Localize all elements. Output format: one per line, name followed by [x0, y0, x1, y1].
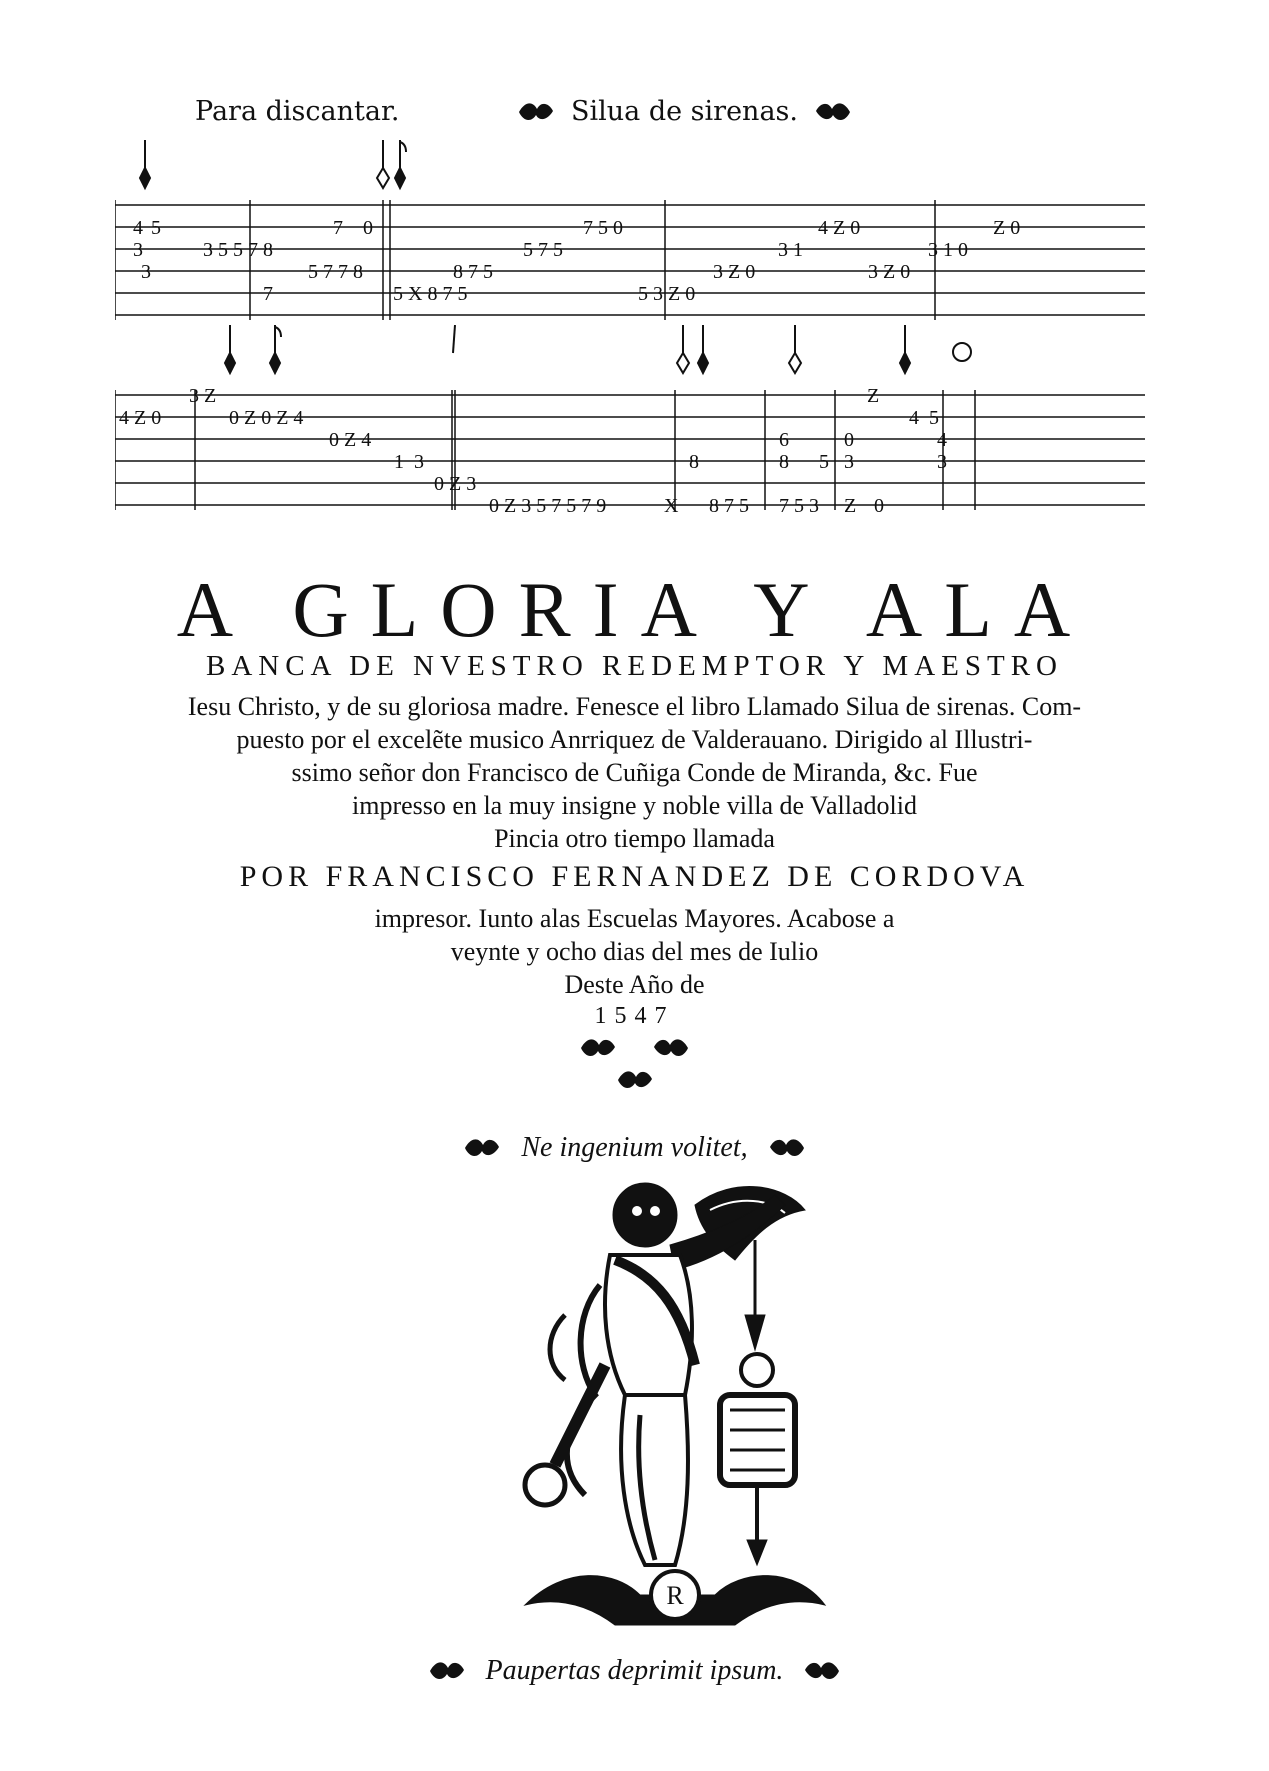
tab-cipher: 3 Z 0: [868, 261, 911, 283]
tab-cipher: 5 X 8 7 5: [393, 283, 468, 305]
tab-cipher: 3 5 5 7: [203, 239, 258, 261]
tab-cipher: 4 Z 0: [119, 407, 162, 429]
tab-cipher: Z 0: [993, 217, 1021, 239]
tab-cipher: 3 Z 0: [713, 261, 756, 283]
tab-cipher: 1: [394, 451, 404, 473]
tab-cipher: 8: [263, 239, 273, 261]
colophon-line: ssimo señor don Francisco de Cuñiga Conde de Miranda, &c. Fue: [291, 758, 978, 787]
tab-cipher: Z: [867, 385, 880, 407]
tab-cipher: 3: [189, 385, 199, 407]
motto-bottom: [0, 1655, 1269, 1687]
colophon-subtitle: BANCA DE NVESTRO REDEMPTOR Y MAESTRO: [205, 650, 1064, 682]
fleuron-icon: [650, 1035, 692, 1061]
cherub-emblem-icon: [505, 1165, 840, 1640]
tab-cipher: 5 7 7 8: [308, 261, 363, 283]
tab-cipher: 5 3 Z 0: [638, 283, 696, 305]
colophon-line: veynte y ocho dias del mes de Iulio: [450, 937, 819, 966]
fleuron-icon: [801, 1658, 843, 1684]
motto-top-text: Ne ingenium volitet,: [521, 1132, 748, 1163]
tab-cipher: 0 Z 3 5 7 5 7 9: [489, 495, 607, 517]
header-title-group: [515, 96, 854, 127]
tab-cipher: 0: [844, 429, 854, 451]
tab-cipher: 7: [263, 283, 273, 305]
tab-cipher: 7 5 3: [779, 495, 819, 517]
woodcut-mark: R: [666, 1581, 684, 1610]
fleuron-icon: [577, 1035, 619, 1061]
fleuron-icon: [766, 1135, 808, 1161]
tab-cipher: 5: [819, 451, 829, 473]
tab-cipher: 3: [141, 261, 151, 283]
tab-cipher: 3: [844, 451, 854, 473]
fleuron-icon: [515, 99, 557, 125]
header-left-label: Para discantar.: [195, 96, 400, 127]
fleuron-cluster: [0, 1035, 1269, 1093]
tab-cipher: 8: [779, 451, 789, 473]
tab-cipher: X: [664, 495, 679, 517]
tab-cipher: 0 Z 3: [434, 473, 477, 495]
running-header: [0, 96, 1269, 136]
tab-cipher: 8 7 5: [709, 495, 749, 517]
tab-cipher: 3 1 0: [928, 239, 968, 261]
tab-cipher: 3: [937, 451, 947, 473]
motto-top: [0, 1132, 1269, 1164]
tab-cipher: 4: [133, 217, 143, 239]
colophon-line: impresor. Iunto alas Escuelas Mayores. Acabose a: [374, 904, 895, 933]
header-title: Silua de sirenas.: [571, 96, 798, 127]
tab-cipher: 5: [929, 407, 939, 429]
colophon-line: Iesu Christo, y de su gloriosa madre. Fenesce el libro Llamado Silua de sirenas. Com-: [187, 692, 1082, 721]
tab-cipher: Z: [844, 495, 857, 517]
tab-cipher: 0: [363, 217, 373, 239]
tab-cipher: 6: [779, 429, 789, 451]
tablature-system-2: [115, 325, 1145, 540]
fleuron-icon: [426, 1658, 468, 1684]
tab-cipher: 4: [937, 429, 947, 451]
colophon-line: Pincia otro tiempo llamada: [494, 824, 775, 853]
tab-cipher: 5 7 5: [523, 239, 563, 261]
tab-cipher: 4 Z 0: [818, 217, 861, 239]
fleuron-icon: [461, 1135, 503, 1161]
tab-cipher: 0 Z 4: [329, 429, 372, 451]
tab-cipher: 0 Z 0 Z 4: [229, 407, 304, 429]
tab-cipher: 8: [689, 451, 699, 473]
tab-cipher: 4: [909, 407, 919, 429]
tablature-staff-1: [115, 140, 1145, 350]
tab-cipher: 3: [414, 451, 424, 473]
printers-device-woodcut: [505, 1165, 840, 1640]
tab-cipher: 3: [133, 239, 143, 261]
tablature-staff-2: [115, 325, 1145, 540]
motto-bottom-text: Paupertas deprimit ipsum.: [485, 1655, 784, 1686]
tab-cipher: Z: [204, 385, 217, 407]
tab-cipher: 5: [151, 217, 161, 239]
fleuron-icon: [812, 99, 854, 125]
tablature-system-1: [115, 140, 1145, 350]
colophon-big-title: A GLORIA Y ALA: [176, 566, 1093, 653]
tab-cipher: 7: [333, 217, 343, 239]
tab-cipher: 0: [874, 495, 884, 517]
fleuron-icon: [614, 1067, 656, 1093]
colophon-printer: POR FRANCISCO FERNANDEZ DE CORDOVA: [239, 860, 1030, 893]
tab-cipher: 8 7 5: [453, 261, 493, 283]
tab-cipher: 7 5 0: [583, 217, 623, 239]
tab-cipher: 3 1: [778, 239, 803, 261]
colophon-line: impresso en la muy insigne y noble villa de Valladolid: [352, 791, 917, 820]
colophon-year: 1547: [594, 1003, 675, 1029]
colophon-line: puesto por el excelẽte musico Anrriquez de Valderauano. Dirigido al Illustri-: [236, 725, 1033, 754]
colophon-line: Deste Año de: [564, 970, 705, 999]
